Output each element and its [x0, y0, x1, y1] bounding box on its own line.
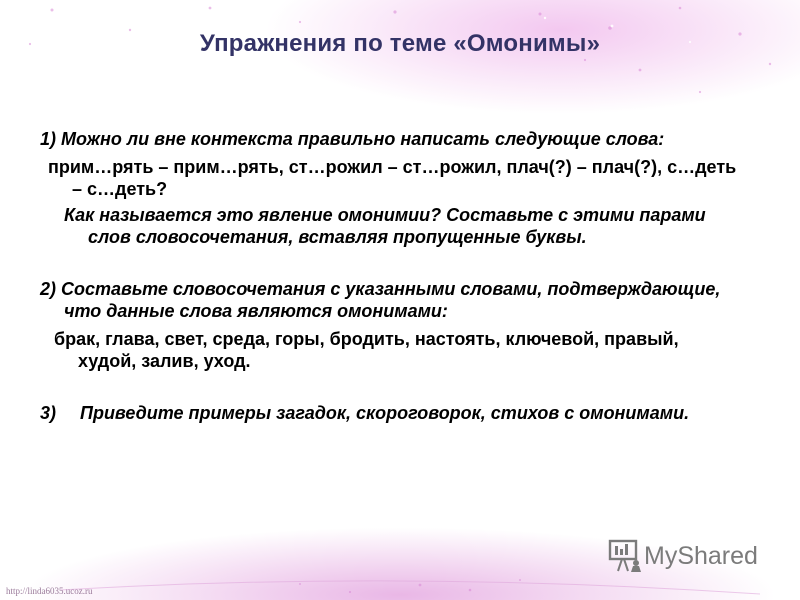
- question-2-words: брак, глава, свет, среда, горы, бродить, настоять, ключевой, правый, худой, залив, уход.: [54, 329, 679, 371]
- question-1-text: 1) Можно ли вне контекста правильно написать следующие слова:: [40, 129, 665, 149]
- myshared-logo[interactable]: [606, 537, 766, 573]
- blackboard-presenter-icon: [606, 537, 642, 573]
- question-3-number: 3): [40, 403, 57, 423]
- slide-content: [40, 128, 740, 424]
- slide-title: Упражнения по теме «Омонимы»: [199, 30, 601, 57]
- logo-text: MyShared: [644, 542, 758, 570]
- footer-url[interactable]: http://linda6035.ucoz.ru: [6, 586, 93, 596]
- question-1-words: прим…рять – прим…рять, ст…рожил – ст…рожил, плач(?) – плач(?), с…деть – с…деть?: [48, 157, 737, 199]
- question-3: [40, 402, 740, 424]
- question-1-task: Как называется это явление омонимии? Составьте с этими парами слов словосочетания, вставляя пропущенные буквы.: [64, 205, 706, 247]
- question-2-text: 2) Составьте словосочетания с указанными словами, подтверждающие, что данные слова являются омонимами:: [40, 279, 721, 321]
- question-3-text: Приведите примеры загадок, скороговорок, стихов с омонимами.: [80, 403, 690, 423]
